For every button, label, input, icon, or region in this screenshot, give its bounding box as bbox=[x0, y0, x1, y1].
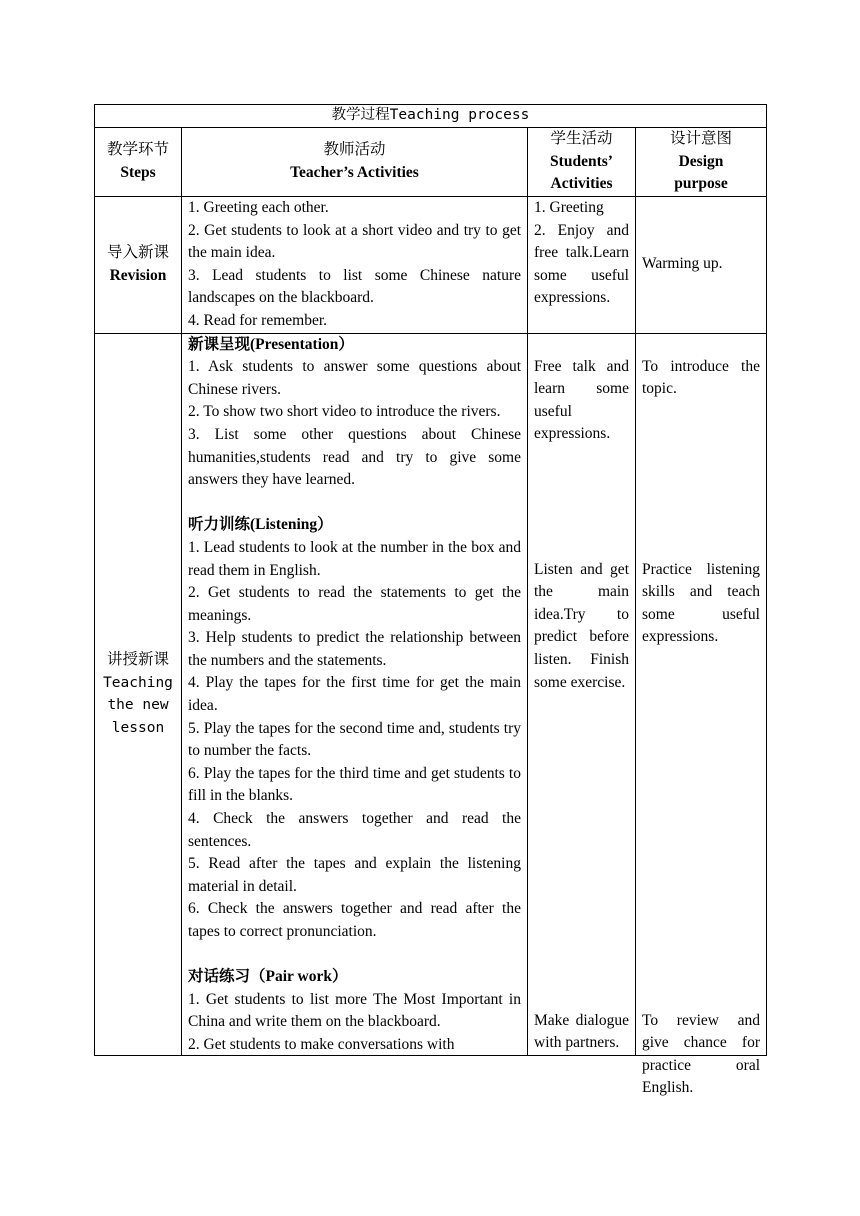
section-listening-title: 听力训练(Listening） bbox=[188, 516, 333, 534]
step-teaching-new-lesson: 讲授新课 Teaching the new lesson bbox=[95, 333, 182, 1055]
table-title: 教学过程Teaching process bbox=[95, 105, 767, 128]
section-pairwork-title: 对话练习（Pair work） bbox=[188, 968, 348, 986]
section-presentation-title: 新课呈现(Presentation） bbox=[188, 335, 354, 353]
header-students-activities: 学生活动 Students’ Activities bbox=[528, 128, 636, 197]
header-steps: 教学环节 Steps bbox=[95, 128, 182, 197]
purpose-revision: Warming up. bbox=[636, 197, 767, 334]
teacher-teaching: 新课呈现(Presentation） 1. Ask students to answer some questions about Chinese rivers. 2. To show two short video to introduce the rivers. 3. List some other questions about Chinese humanities,students read and try to give some answers they have learned. 听力训练(Listening） 1. Lead students to look at the number in the box and read them in English. 2. Get students to read the statements to get the meanings. 3. Help students to predict the relationship between the numbers and the statements. 4. Play the tapes for the first time for get the main idea. 5. Play the tapes for the second time and, students try to number the facts. 6. Play the tapes for the third time and get students to fill in the blanks. 4. Check the answers together and read the sentences. 5. Read after the tapes and explain the listening material in detail. 6. Check the answers together and read after the tapes to correct pronunciation. 对话练习（Pair work） 1. Get students to list more The Most Important in China and write them on the blackboard. 2. Get students to make conversations with bbox=[182, 333, 528, 1055]
step-revision: 导入新课 Revision bbox=[95, 197, 182, 334]
teacher-revision: 1. Greeting each other. 2. Get students to look at a short video and try to get the main idea. 3. Lead students to list some Chinese nature landscapes on the blackboard. 4. Read for remember. bbox=[182, 197, 528, 334]
table-row-revision bbox=[95, 197, 767, 334]
header-design-purpose: 设计意图 Design purpose bbox=[636, 128, 767, 197]
header-teacher-activities: 教师活动 Teacher’s Activities bbox=[182, 128, 528, 197]
purpose-teaching: To introduce the topic. Practice listening skills and teach some useful expressions. To review and give chance for practice oral English. bbox=[636, 333, 767, 1055]
teaching-process-table bbox=[94, 104, 767, 1097]
table-row-teaching bbox=[95, 333, 767, 1055]
students-teaching: Free talk and learn some useful expressions. Listen and get the main idea.Try to predict before listen. Finish some exercise. Make dialogue with partners. bbox=[528, 333, 636, 1055]
students-revision: 1. Greeting 2. Enjoy and free talk.Learn some useful expressions. bbox=[528, 197, 636, 334]
